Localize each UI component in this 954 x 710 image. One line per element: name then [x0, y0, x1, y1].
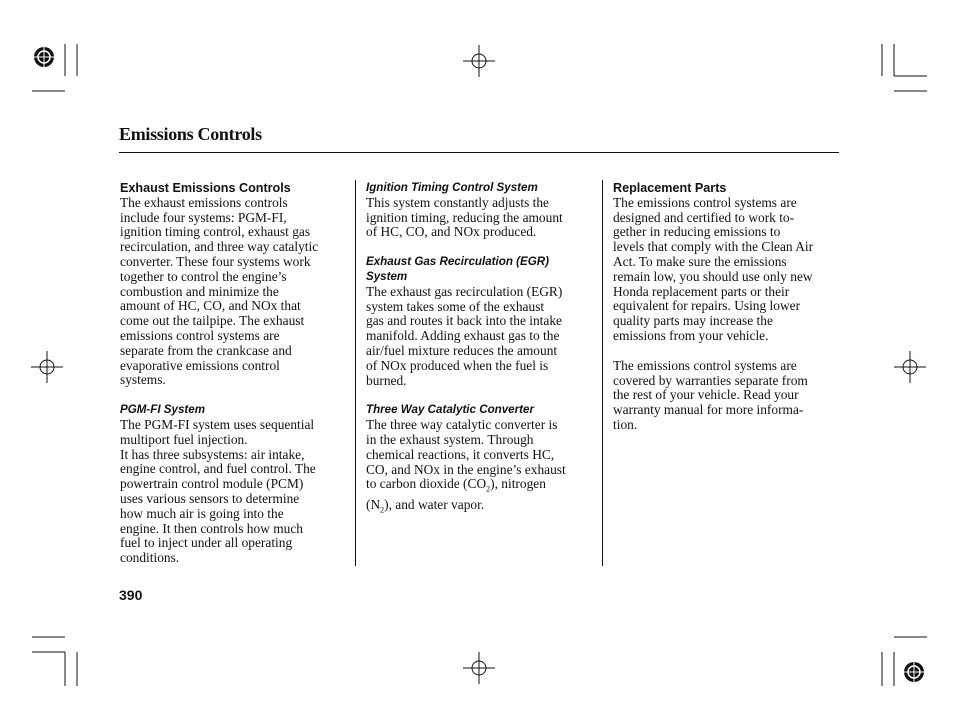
column-2	[366, 181, 600, 518]
subsection-heading: Ignition Timing Control System	[366, 181, 538, 194]
subscript: 2	[486, 485, 491, 495]
section-body: The exhaust gas recirculation (EGR) system takes some of the exhaust gas and routes it back into the intake manifold. Adding exhaust gas to the air/fuel mixture reduces the amount of NOx produced when the fuel is burned.	[366, 283, 563, 388]
section-body: The exhaust emissions controls include four systems: PGM-FI, ignition timing control, exhaust gas recirculation, and three way catalytic converter. These four systems work together to control the engine’s combustion and minimize the amount of HC, CO, and NOx that come out the tailpipe. The exhaust emissions control systems are separate from the crankcase and evaporative emissions control systems.	[120, 194, 319, 388]
section-body	[366, 418, 600, 518]
section-body: The emissions control systems are covered by warranties separate from the rest of your vehicle. Read your warranty manual for more informa- tion.	[613, 357, 808, 432]
column-1	[120, 181, 352, 566]
subsection-heading: Three Way Catalytic Converter	[366, 403, 534, 417]
subsection-heading: PGM-FI System	[120, 403, 206, 417]
column-3	[613, 181, 845, 433]
page-title: Emissions Controls	[119, 124, 262, 144]
title-rule	[119, 152, 839, 153]
body-text: (N	[366, 496, 381, 512]
section-body: The PGM-FI system uses sequential multiport fuel injection. It has three subsystems: air intake, engine control, and fuel control. The powertrain control module (PCM) uses various sensors to determine how much air is going into the engine. It then controls how much fuel to inject under all operating conditions.	[120, 416, 316, 566]
section-body: The emissions control systems are designed and certified to work to- gether in reducing emissions to levels that comply with the Clean Air Act. To make sure the emissions remain low, you should use only new Honda replacement parts or their equivalent for repairs. Using lower quality parts may increase the emissions from your vehicle.	[613, 194, 814, 343]
column-divider	[602, 180, 603, 566]
section-heading: Replacement Parts	[613, 181, 727, 195]
subscript: 2	[380, 505, 385, 515]
section-body: This system constantly adjusts the ignition timing, reducing the amount of HC, CO, and NOx produced.	[366, 194, 563, 240]
subsection-heading: Exhaust Gas Recirculation (EGR)	[366, 255, 549, 269]
section-heading: Exhaust Emissions Controls	[120, 181, 291, 195]
body-text: The three way catalytic converter is in the exhaust system. Through chemical reactions, it converts HC, CO, and NOx in the engine’s exhaust to carbon dioxide (CO	[366, 417, 566, 492]
body-text: ), and water vapor.	[384, 496, 485, 512]
subsection-heading: System	[366, 269, 408, 283]
body-text: ), nitrogen	[490, 476, 546, 492]
column-divider	[355, 180, 356, 566]
page-number: 390	[119, 587, 143, 603]
